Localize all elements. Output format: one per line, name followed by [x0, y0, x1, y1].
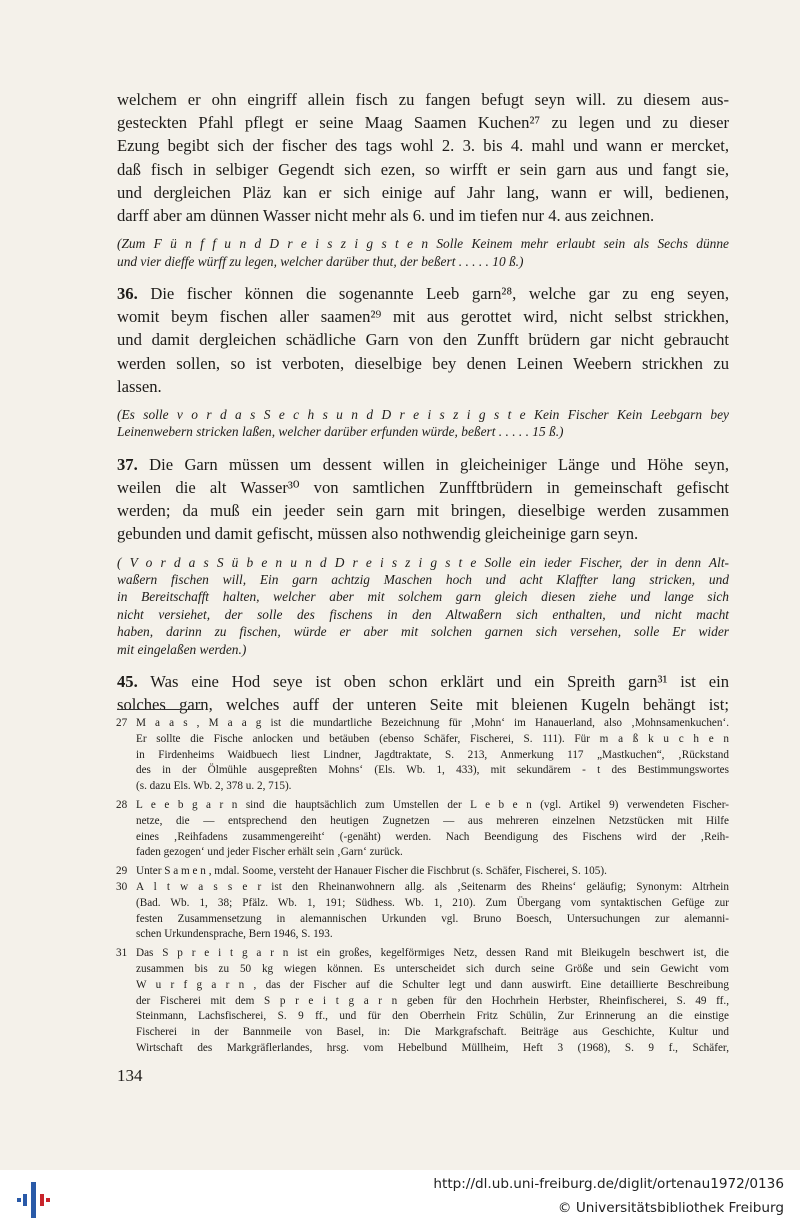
note-35 — [117, 235, 729, 270]
footnote-line: der Fischerei mit dem S p r e i t g a r n geben für den Hochrhein Herbster, Rheinfischerei, S. 49 ff., — [136, 994, 729, 1007]
note-line: und vier dieffe würff zu legen, welcher darüber thut, der beßert . . . . . 10 ß.) — [117, 253, 524, 269]
paragraph-37 — [117, 453, 729, 546]
footnotes — [117, 716, 729, 1057]
footnote-27: 27 M a a s , M a a g ist die mundartliche Bezeichnung für ‚Mohn‘ im Hanauerland, also ‚Mohnsamenkuchen‘. Er sollte die Fische anlocken und betäuben (ebenso Schäfer, Fischerei, S. 111). Für m a ß k u c h e n in Firdenheims Waidbuech liest Lindner, Jagdtraktate, S. 213, Anmerkung 117 „Mastkuchen“, ‚Rückstand des in der Ölmühle ausgepreßten Mohns‘ (Els. Wb. 1, 433), mit sekundärem - t des Bestimmungswortes (s. dazu Els. Wb. 2, 378 u. 2, 715). — [117, 716, 729, 795]
text-line: gesteckten Pfahl pflegt er seine Maag Saamen Kuchen²⁷ zu legen und zu dieser — [117, 113, 729, 133]
footnote-line: Wirtschaft des Markgräflerlandes, hrsg. vom Hebelbund Müllheim, Heft 3 (1968), S. 9 f., Schäfer, — [136, 1041, 729, 1054]
footnote-29: 29 Unter S a m e n , mdal. Soome, versteht der Hanauer Fischer die Fischbrut (s. Schäfer, Fischerei, S. 105). — [117, 864, 729, 880]
article-number: 45. — [117, 672, 138, 692]
main-text — [117, 88, 729, 717]
footnote-mark: 27 — [116, 717, 128, 729]
text-line: lassen. — [117, 376, 162, 396]
text-line: gebunden und damit gefischt, müssen also nothwendig gleicheinige garn seyn. — [117, 524, 639, 544]
note-line: Leinenwebern stricken laßen, welcher darüber erfunden würde, beßert . . . . . 15 ß.) — [117, 424, 564, 440]
footnote-line: W u r f g a r n , das der Fischer auf die Schulter legt und dann auswirft. Eine detaillierte Beschreibung — [136, 978, 729, 991]
permalink-url[interactable]: http://dl.ub.uni-freiburg.de/diglit/ortenau1972/0136 — [433, 1176, 784, 1192]
footnote-line: in Firdenheims Waidbuech liest Lindner, Jagdtraktate, S. 213, Anmerkung 117 „Mastkuchen“, ‚Rückstand — [136, 748, 729, 761]
footnote-mark: 28 — [116, 798, 128, 811]
note-line: waßern fischen will, Ein garn achtzig Maschen hoch und acht Klaffter lang stricken, und — [117, 572, 729, 588]
text-line: 36. Die fischer können die sogenannte Leeb garn²⁸, welche gar zu eng seyen, — [117, 284, 729, 304]
text-line: und dergleichen Pläz kan er sich einige auf Jahr lang, wann er will, bedienen, — [117, 182, 729, 202]
paragraph-45 — [117, 670, 729, 716]
footnote-line: (Bad. Wb. 1, 38; Pfälz. Wb. 1, 191; Südhess. Wb. 1, 210). Zum Übergang vom syntaktischen Gefüge zur — [136, 896, 729, 909]
footnote-line: (s. dazu Els. Wb. 2, 378 u. 2, 715). — [136, 780, 292, 793]
library-logo-icon — [17, 1180, 51, 1220]
note-line: (Zum F ü n f f u n d D r e i s z i g s t e n Solle Keinem mehr erlaubt sein als Sechs dünne — [117, 236, 729, 252]
note-line: haben, darinn zu fischen, würde er aber mit solchen garnen sich versehen, solle Er wider — [117, 624, 729, 640]
paragraph-1 — [117, 88, 729, 227]
note-line: ( V o r d a s S ü b e n u n d D r e i s z i g s t e Solle ein ieder Fischer, der in denn Alt- — [117, 554, 729, 570]
footnote-line: eines ‚Reihfadens zusammengereiht‘ (-genäht) werden. Nach Beendigung des Fischens wird der ‚Reih- — [136, 830, 729, 843]
article-number: 37. — [117, 454, 138, 474]
note-37 — [117, 554, 729, 658]
text-line: womit beym fischen aller saamen²⁹ mit aus gerottet wird, nicht selbst strickhen, — [117, 307, 729, 327]
note-line: mit eingelaßen werden.) — [117, 641, 247, 657]
footnote-line: faden gezogen‘ und jeder Fischer erhält sein ‚Garn‘ zurück. — [136, 846, 403, 859]
footnote-mark: 31 — [116, 947, 128, 960]
footnote-line: netze, die — entsprechend den heutigen Zugnetzen — aus mehreren einzelnen Netzstücken mit Hilfe — [136, 814, 729, 827]
footnote-mark: 30 — [116, 880, 128, 893]
footnote-line: des in der Ölmühle ausgepreßten Mohns‘ (Els. Wb. 1, 433), mit sekundärem - t des Bestimmungswortes — [136, 764, 729, 777]
text-line: werden; da muß ein jeeder sein garn mit bringen, dieselbige werden zusammen — [117, 501, 729, 521]
text-line: darff aber am dünnen Wasser nicht mehr als 6. und im tiefen nur 4. aus zeichnen. — [117, 206, 655, 226]
text-line: und damit dergleichen schädliche Garn von den Zunfft brüdern gar nicht gebraucht — [117, 330, 729, 350]
viewer-footer — [0, 1170, 800, 1226]
page-number: 134 — [117, 1066, 143, 1085]
footnote-31: 31 Das S p r e i t g a r n ist ein großes, kegelförmiges Netz, dessen Rand mit Bleikugeln beschwert ist, die zusammen bis zu 50 kg wiegen können. Es unterscheidet sich durch seine Größe und sein Gewicht vom W u r f g a r n , das der Fischer auf die Schulter legt und dann auswirft. Eine detaillierte Beschreibung der Fischerei mit dem S p r e i t g a r n geben für den Hochrhein Herbster, Rheinfischerei, S. 49 ff., Steinmann, Lachsfischerei, S. 9 ff., und für den Oberrhein Fritz Schülin, Zur Erinnerung an die einstige Fischerei in der Bannmeile von Basel, in: Die Markgrafschaft. Beiträge aus Geschichte, Kultur und Wirtschaft des Markgräflerlandes, hrsg. vom Hebelbund Müllheim, Heft 3 (1968), S. 9 f., Schäfer, — [117, 946, 729, 1057]
footnote-line: zusammen bis zu 50 kg wiegen können. Es unterscheidet sich durch seine Größe und sein Gewicht vom — [136, 962, 729, 975]
footnote-line: Fischerei in der Bannmeile von Basel, in: Die Markgrafschaft. Beiträge aus Geschichte, Kultur und — [136, 1026, 729, 1039]
paragraph-36 — [117, 282, 729, 398]
note-line: in Bereitschafft halten, welcher aber mit solchem garn gleich diesen ziehe und lange sich — [117, 589, 729, 605]
footnote-28: 28 L e e b g a r n sind die hauptsächlich zum Umstellen der L e b e n (vgl. Artikel 9) verwendeten Fischer- netze, die — entsprechend den heutigen Zugnetzen — aus mehreren einzelnen Netzstücken mit Hilfe eines ‚Reihfadens zusammengereiht‘ (-genäht) werden. Nach Beendigung des Fischens wird der ‚Reih- faden gezogen‘ und jeder Fischer erhält sein ‚Garn‘ zurück. — [117, 798, 729, 861]
text-line: Ezung begibt sich der fischer des tags wohl 2. 3. bis 4. mahl und wann er mercket, — [117, 136, 729, 156]
note-36 — [117, 406, 729, 441]
text-line: 45. Was eine Hod seye ist oben schon erklärt und ein Spreith garn³¹ ist ein — [117, 672, 729, 692]
text-line: daß fisch in selbiger Gegendt sich ezen, so wirfft er sein garn aus und fangt sie, — [117, 159, 729, 179]
note-line: (Es solle v o r d a s S e c h s u n d D r e i s z i g s t e Kein Fischer Kein Leebgarn bey — [117, 407, 729, 423]
text-line: weilen die alt Wasser³⁰ von samtlichen Zunfftbrüdern in gemeinschaft gefischt — [117, 478, 729, 498]
text-line: solches garn, welches auff der unteren Seite mit bleienen Kugeln behängt ist; — [117, 695, 729, 715]
note-line: nicht versiehet, der solle des fischens in den Altwaßern sich enthalten, und nicht macht — [117, 606, 729, 622]
footnote-30: 30 A l t w a s s e r ist den Rheinanwohnern allg. als ‚Seitenarm des Rheins‘ geläufig; Synonym: Altrhein (Bad. Wb. 1, 38; Pfälz. Wb. 1, 191; Südhess. Wb. 1, 210). Zum Übergang vom syntaktischen Gefüge zur festen Zusammensetzung in alemannischen Urkunden vgl. Bruno Boesch, Untersuchungen zur alemanni- schen Urkundensprache, Bern 1946, S. 193. — [117, 880, 729, 943]
text-line: welchem er ohn eingriff allein fisch zu fangen befugt seyn will. zu diesem aus- — [117, 90, 729, 109]
footnote-line: festen Zusammensetzung in alemannischen Urkunden vgl. Bruno Boesch, Untersuchungen zur alemanni- — [136, 912, 729, 925]
footnote-line: Er sollte die Fische anlocken und betäuben (ebenso Schäfer, Fischerei, S. 111). Für m a ß k u c h e n — [136, 732, 729, 745]
copyright-text: © Universitätsbibliothek Freiburg — [557, 1200, 784, 1216]
footnote-line: Steinmann, Lachsfischerei, S. 9 ff., und für den Oberrhein Fritz Schülin, Zur Erinnerung an die einstige — [136, 1010, 729, 1023]
footnote-divider — [117, 709, 201, 710]
article-number: 36. — [117, 284, 138, 304]
footnote-line: schen Urkundensprache, Bern 1946, S. 193. — [136, 928, 333, 941]
text-line: werden sollen, so ist verboten, dieselbige bey denen Leinen Weebern strickhen zu — [117, 353, 729, 373]
text-line: 37. Die Garn müssen um dessent willen in gleicheiniger Länge und Höhe seyn, — [117, 454, 729, 474]
footnote-mark: 29 — [116, 865, 128, 878]
